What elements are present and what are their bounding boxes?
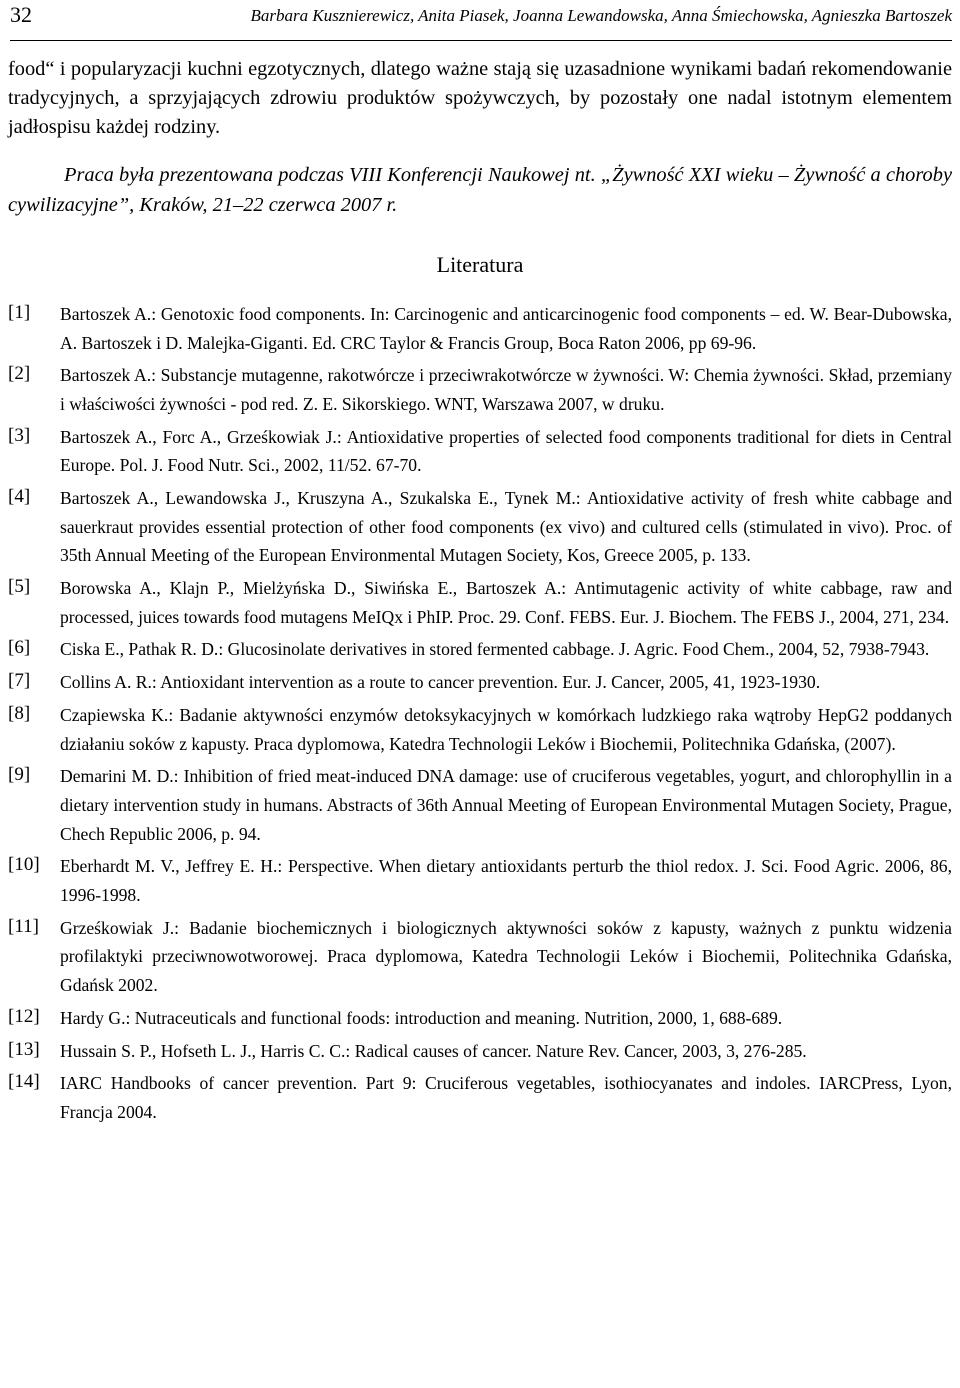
reference-text: Grześkowiak J.: Badanie biochemicznych i biologicznych aktywności soków z kapusty, ważnych z punktu widzenia profilaktyki przeciwnowotworowej. Praca dyplomowa, Katedra Technologii Leków i Biochemii, Politechnika Gdańska, Gdańsk 2002. xyxy=(60,917,952,995)
reference-text: Demarini M. D.: Inhibition of fried meat-induced DNA damage: use of cruciferous vegetables, yogurt, and chlorophyllin in a dietary intervention study in humans. Abstracts of 36th Annual Meeting of European Environmental Mutagen Society, Prague, Chech Republic 2006, p. 94. xyxy=(60,766,952,844)
reference-text: IARC Handbooks of cancer prevention. Part 9: Cruciferous vegetables, isothiocyanates and indoles. IARCPress, Lyon, Francja 2004. xyxy=(60,1073,952,1122)
reference-item xyxy=(8,300,952,357)
reference-number: [9] xyxy=(8,764,31,786)
reference-text: Bartoszek A.: Substancje mutagenne, rakotwórcze i przeciwrakotwórcze w żywności. W: Chemia żywności. Skład, przemiany i właściwości żywności - pod red. Z. E. Sikorskiego. WNT, Warszawa 2007, w druku. xyxy=(60,365,952,414)
reference-number: [5] xyxy=(8,576,31,598)
body-paragraph: food“ i popularyzacji kuchni egzotycznych, dlatego ważne stają się uzasadnione wynikami badań rekomendowanie tradycyjnych, a sprzyjających zdrowiu produktów spożywczych, by pozostały one nadal istotnym elementem jadłospisu każdej rodziny. xyxy=(8,58,952,138)
reference-number: [6] xyxy=(8,637,31,659)
page-header xyxy=(10,0,952,41)
reference-number: [2] xyxy=(8,363,31,385)
conference-note: Praca była prezentowana podczas VIII Konferencji Naukowej nt. „Żywność XXI wieku – Żywność a choroby cywilizacyjne”, Kraków, 21–22 czerwca 2007 r. xyxy=(8,164,952,216)
reference-number: [11] xyxy=(8,915,39,937)
reference-number: [12] xyxy=(8,1005,40,1027)
reference-item xyxy=(8,1004,952,1033)
reference-text: Bartoszek A., Lewandowska J., Kruszyna A., Szukalska E., Tynek M.: Antioxidative activity of fresh white cabbage and sauerkraut provides essential protection of other food components (ex vivo) and cultured cells (stimulated in vivo). Proc. of 35th Annual Meeting of the European Environmental Mutagen Society, Kos, Greece 2005, p. 133. xyxy=(60,488,952,566)
reference-item xyxy=(8,635,952,664)
reference-text: Eberhardt M. V., Jeffrey E. H.: Perspective. When dietary antioxidants perturb the thiol redox. J. Sci. Food Agric. 2006, 86, 1996-1998. xyxy=(60,856,952,905)
reference-number: [1] xyxy=(8,302,31,323)
reference-number: [10] xyxy=(8,854,40,876)
reference-item xyxy=(8,361,952,418)
reference-text: Czapiewska K.: Badanie aktywności enzymów detoksykacyjnych w komórkach ludzkiego raka wątroby HepG2 poddanych działaniu soków z kapusty. Praca dyplomowa, Katedra Technologii Leków i Biochemii, Politechnika Gdańska, (2007). xyxy=(60,705,952,754)
reference-number: [3] xyxy=(8,424,31,446)
reference-number: [14] xyxy=(8,1071,40,1093)
reference-item xyxy=(8,423,952,480)
reference-list xyxy=(8,300,952,1126)
reference-text: Bartoszek A.: Genotoxic food components. In: Carcinogenic and anticarcinogenic food components – ed. W. Bear-Dubowska, A. Bartoszek i D. Malejka-Giganti. Ed. CRC Taylor & Francis Group, Boca Raton 2006, pp 69-96. xyxy=(60,304,952,353)
reference-item xyxy=(8,852,952,909)
reference-text: Borowska A., Klajn P., Mielżyńska D., Siwińska E., Bartoszek A.: Antimutagenic activity of white cabbage, raw and processed, juices towards food mutagens MeIQx i PhIP. Proc. 29. Conf. FEBS. Eur. J. Biochem. The FEBS J., 2004, 271, 234. xyxy=(60,578,952,627)
reference-text: Ciska E., Pathak R. D.: Glucosinolate derivatives in stored fermented cabbage. J. Agric. Food Chem., 2004, 52, 7938-7943. xyxy=(60,639,930,660)
reference-text: Collins A. R.: Antioxidant intervention as a route to cancer prevention. Eur. J. Cancer, 2005, 41, 1923-1930. xyxy=(60,672,821,693)
reference-text: Bartoszek A., Forc A., Grześkowiak J.: Antioxidative properties of selected food components traditional for diets in Central Europe. Pol. J. Food Nutr. Sci., 2002, 11/52. 67-70. xyxy=(60,426,952,476)
reference-text: Hussain S. P., Hofseth L. J., Harris C. C.: Radical causes of cancer. Nature Rev. Cancer, 2003, 3, 276-285. xyxy=(60,1040,807,1061)
reference-item xyxy=(8,701,952,758)
reference-item xyxy=(8,1037,952,1066)
reference-number: [13] xyxy=(8,1038,40,1060)
reference-number: [4] xyxy=(8,486,31,508)
reference-text: Hardy G.: Nutraceuticals and functional foods: introduction and meaning. Nutrition, 2000, 1, 688-689. xyxy=(60,1007,783,1028)
reference-number: [8] xyxy=(8,703,31,725)
reference-item xyxy=(8,668,952,697)
page-number: 32 xyxy=(10,2,32,27)
reference-item xyxy=(8,1069,952,1126)
reference-item xyxy=(8,574,952,631)
reference-number: [7] xyxy=(8,670,31,692)
references-title: Literatura xyxy=(436,252,524,277)
reference-item xyxy=(8,914,952,1000)
reference-item xyxy=(8,484,952,570)
reference-item xyxy=(8,762,952,848)
running-head-authors: Barbara Kusznierewicz, Anita Piasek, Joanna Lewandowska, Anna Śmiechowska, Agnieszka Bartoszek xyxy=(250,6,952,25)
